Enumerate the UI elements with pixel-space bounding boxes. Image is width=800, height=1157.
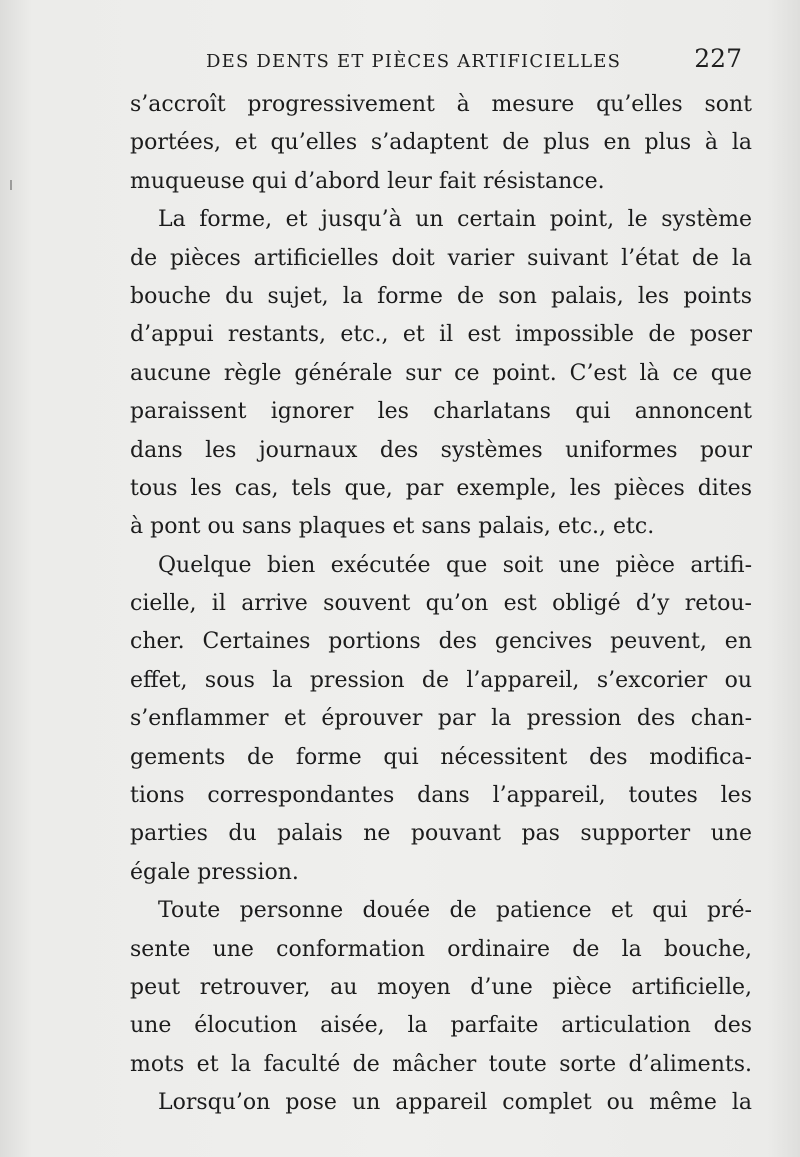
- text-line: cielle, il arrive souvent qu’on est obligé d’y retou-: [130, 591, 752, 617]
- text-line: aucune règle générale sur ce point. C’est là ce que: [130, 360, 752, 386]
- text-line: à pont ou sans plaques et sans palais, etc., etc.: [130, 514, 655, 540]
- text-line: gements de forme qui nécessitent des modifica-: [130, 744, 752, 770]
- text-line: tous les cas, tels que, par exemple, les pièces dites: [130, 475, 752, 501]
- text-line: égale pression.: [130, 859, 299, 885]
- text-line: peut retrouver, au moyen d’une pièce artificielle,: [130, 974, 752, 1000]
- running-head: [206, 44, 742, 78]
- text-line: portées, et qu’elles s’adaptent de plus en plus à la: [130, 130, 752, 156]
- text-line: sente une conformation ordinaire de la bouche,: [130, 936, 752, 962]
- text-line: une élocution aisée, la parfaite articulation des: [130, 1013, 752, 1039]
- body-text: [130, 86, 752, 1123]
- text-line: paraissent ignorer les charlatans qui annoncent: [130, 399, 752, 425]
- text-line: Toute personne douée de patience et qui pré-: [158, 898, 752, 924]
- text-line: muqueuse qui d’abord leur fait résistance.: [130, 168, 605, 194]
- page-number: 227: [694, 44, 742, 73]
- text-line: bouche du sujet, la forme de son palais, les points: [130, 283, 752, 309]
- text-line: Lorsqu’on pose un appareil complet ou même la: [158, 1090, 752, 1116]
- text-line: La forme, et jusqu’à un certain point, le système: [158, 207, 752, 233]
- text-line: parties du palais ne pouvant pas supporter une: [130, 821, 752, 847]
- text-line: s’enflammer et éprouver par la pression des chan-: [130, 706, 752, 732]
- text-line: effet, sous la pression de l’appareil, s’excorier ou: [130, 667, 752, 693]
- text-line: mots et la faculté de mâcher toute sorte d’aliments.: [130, 1051, 752, 1077]
- text-line: tions correspondantes dans l’appareil, toutes les: [130, 783, 752, 809]
- running-title: DES DENTS ET PIÈCES ARTIFICIELLES: [206, 51, 622, 72]
- page-edge-mark: [10, 180, 12, 190]
- text-line: dans les journaux des systèmes uniformes pour: [130, 437, 752, 463]
- text-line: Quelque bien exécutée que soit une pièce artifi-: [158, 552, 752, 578]
- text-line: de pièces artificielles doit varier suivant l’état de la: [130, 245, 752, 271]
- text-line: s’accroît progressivement à mesure qu’elles sont: [130, 92, 752, 117]
- text-line: d’appui restants, etc., et il est impossible de poser: [130, 322, 752, 348]
- text-line: cher. Certaines portions des gencives peuvent, en: [130, 629, 752, 655]
